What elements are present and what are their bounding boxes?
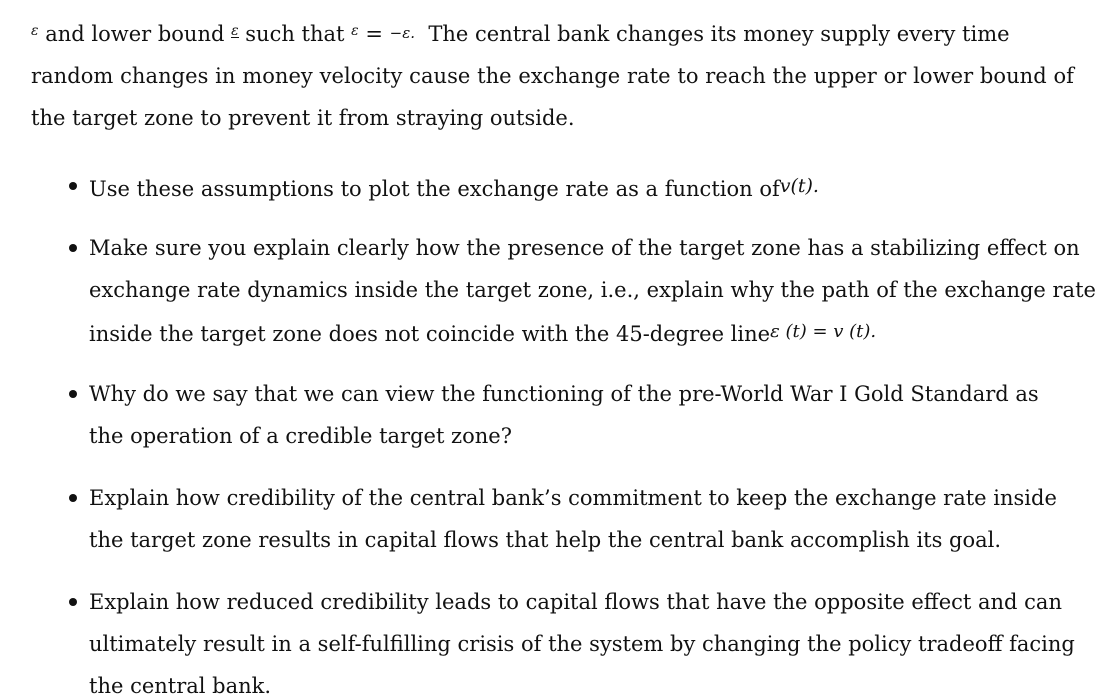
bullet-3-line-1: Why do we say that we can view the functioning of the pre-World War I Gold Standard as (89, 382, 1039, 406)
bullet-dot-5 (69, 598, 77, 606)
epsilon-lower: ε (231, 23, 239, 39)
intro-line-3: the target zone to prevent it from straying outside. (31, 106, 575, 130)
equals-sign: = (358, 22, 390, 46)
bullet-4-line-1: Explain how credibility of the central bank’s commitment to keep the exchange rate inside (89, 486, 1057, 510)
bullet-3-line-2: the operation of a credible target zone? (89, 424, 512, 448)
bullet-2-line-2: exchange rate dynamics inside the target zone, i.e., explain why the path of the exchange rate (89, 278, 1096, 302)
intro-text-b: such that (238, 22, 352, 46)
bullet-4-line-2: the target zone results in capital flows that help the central bank accomplish its goal. (89, 528, 1002, 552)
bullet-2-math: ε (t) = v (t). (770, 321, 877, 342)
bullet-2-line-1: Make sure you explain clearly how the presence of the target zone has a stabilizing effect on (89, 236, 1080, 260)
bullet-dot-1 (69, 182, 77, 190)
bullet-1-text: Use these assumptions to plot the exchange rate as a function of (89, 177, 780, 201)
bullet-1-math: v(t). (779, 175, 819, 197)
bullet-5-line-1: Explain how reduced credibility leads to capital flows that have the opposite effect and can (89, 590, 1062, 614)
epsilon-eq-left: ε (351, 23, 359, 39)
bullet-1-line-1 (89, 173, 819, 202)
bullet-dot-3 (69, 390, 77, 398)
epsilon-upper: ε (31, 23, 39, 39)
intro-text-a: and lower bound (38, 22, 232, 46)
bullet-dot-2 (69, 244, 77, 252)
intro-line-1 (31, 18, 1010, 47)
bullet-2-line-3 (89, 319, 876, 347)
bullet-5-line-2: ultimately result in a self-fulfilling crisis of the system by changing the policy tradeoff facing (89, 632, 1075, 656)
intro-line-2: random changes in money velocity cause the exchange rate to reach the upper or lower bound of (31, 64, 1074, 88)
bullet-dot-4 (69, 494, 77, 502)
bullet-2-text: inside the target zone does not coincide with the 45-degree line (89, 322, 771, 346)
minus-epsilon: −ε. (389, 24, 416, 42)
bullet-5-line-3: the central bank. (89, 674, 272, 698)
intro-text-c: The central bank changes its money supply every time (428, 22, 1010, 46)
